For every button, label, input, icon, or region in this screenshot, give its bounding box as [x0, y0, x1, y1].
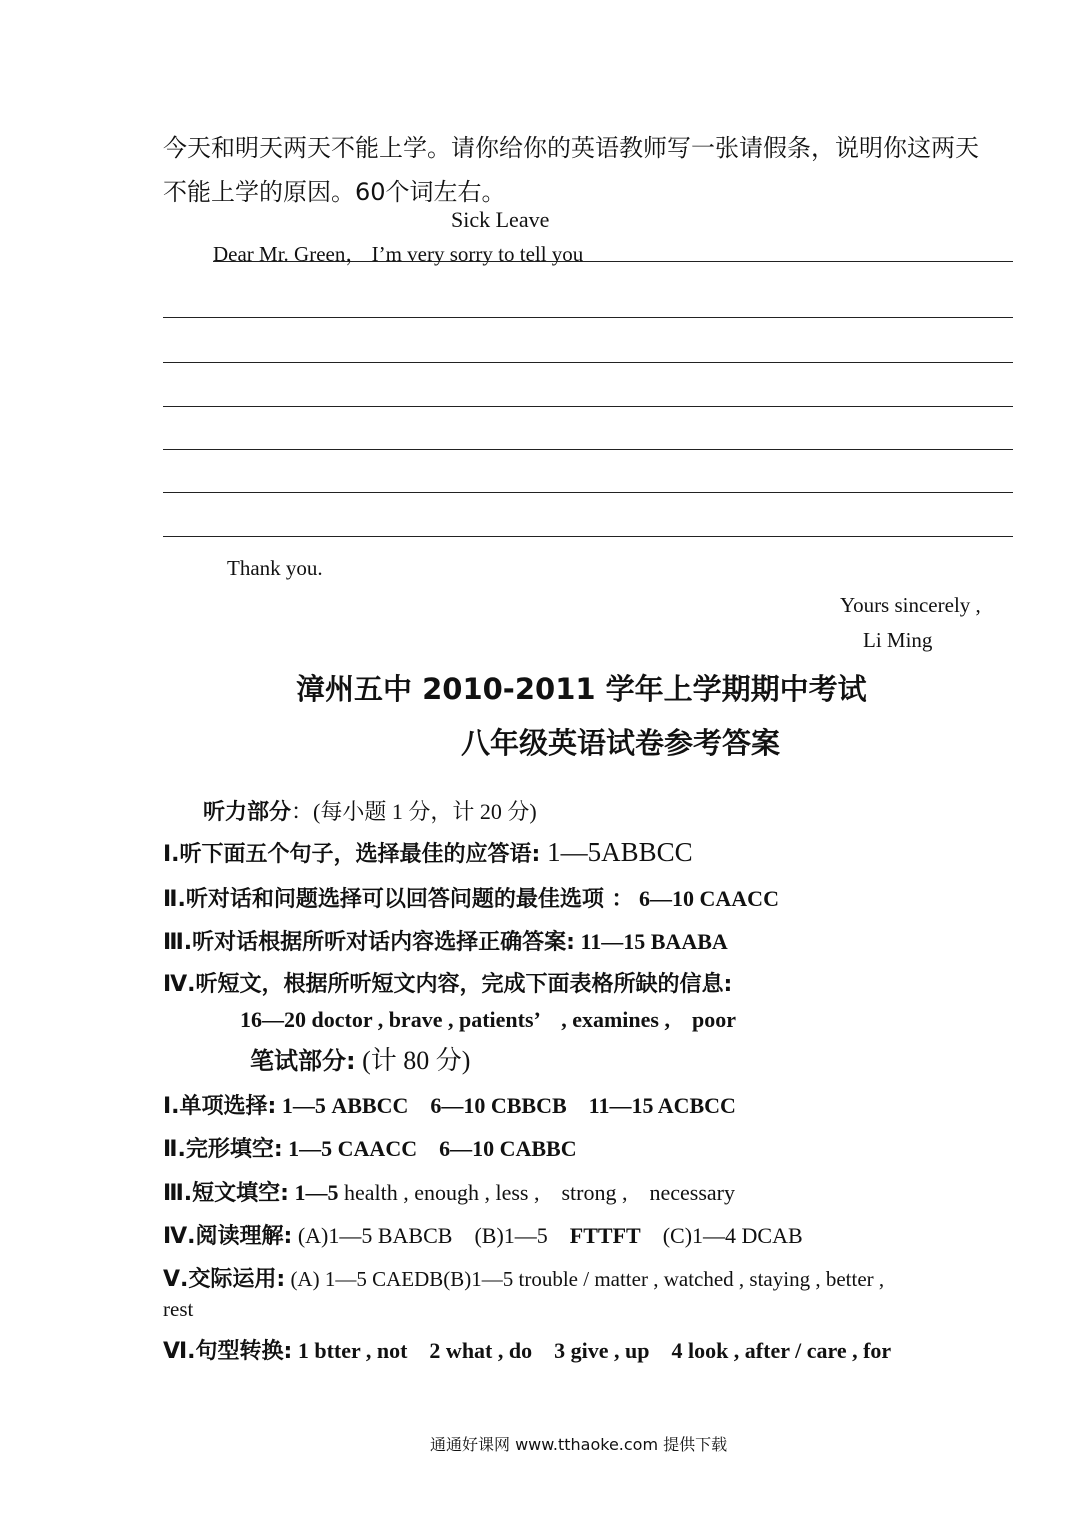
writing-note: (计 80 分)	[355, 1046, 471, 1075]
answer-key-title-1: 漳州五中 2010-2011 学年上学期期中考试	[296, 672, 867, 706]
prompt-line-1: 今天和明天两天不能上学。请你给你的英语教师写一张请假条，说明你这两天	[163, 134, 979, 162]
writing-line-3	[163, 406, 1013, 407]
writing-item-4	[163, 1219, 803, 1250]
writing-line-6	[163, 536, 1013, 537]
item-answer-tail: (C)1—4 DCAB	[640, 1223, 803, 1248]
writing-item-5	[163, 1262, 884, 1293]
item-answer: (A) 1—5 CAEDB(B)1—5 trouble / matter , watched , staying , better ,	[285, 1267, 885, 1291]
item-answer: 6—10 CAACC	[633, 886, 779, 911]
writing-item-5-cont: rest	[163, 1297, 194, 1321]
item-label: Ⅰ.单项选择:	[163, 1094, 277, 1119]
item-answer: (A)1—5 BABCB (B)1—5	[292, 1223, 570, 1248]
item-answer-number: 1—5	[288, 1180, 339, 1205]
letter-signature: Li Ming	[863, 628, 933, 652]
item-label: Ⅲ.听对话根据所听对话内容选择正确答案:	[163, 930, 575, 955]
item-answer: 1—5 ABBCC 6—10 CBBCB 11—15 ACBCC	[276, 1093, 736, 1118]
letter-closing: Thank you.	[227, 556, 323, 580]
listening-item-3	[163, 925, 728, 956]
item-label: Ⅵ.句型转换:	[163, 1339, 293, 1364]
listening-item-4-answer: 16—20 doctor , brave , patients’ , examines , poor	[240, 1007, 736, 1032]
item-label: Ⅳ.阅读理解:	[163, 1224, 293, 1249]
writing-item-1	[163, 1089, 736, 1120]
listening-note: ：(每小题 1 分，计 20 分)	[291, 799, 537, 824]
writing-item-2	[163, 1132, 577, 1163]
letter-opening: Dear Mr. Green， I’m very sorry to tell you	[213, 242, 584, 266]
writing-line-5	[163, 492, 1013, 493]
writing-item-6	[163, 1334, 891, 1365]
item-label: Ⅳ.听短文，根据所听短文内容，完成下面表格所缺的信息:	[163, 972, 733, 997]
item-answer: 11—15 BAABA	[574, 929, 728, 954]
listening-item-2	[163, 882, 779, 913]
letter-signoff: Yours sincerely ,	[840, 593, 981, 617]
item-label: Ⅱ.听对话和问题选择可以回答问题的最佳选项 ：	[163, 887, 634, 912]
item-answer: health , enough , less , strong , necessary	[338, 1180, 735, 1205]
listening-heading: 听力部分	[203, 800, 292, 825]
prompt-line-2: 不能上学的原因。60个词左右。	[163, 178, 506, 206]
writing-line-1	[163, 317, 1013, 318]
listening-item-4	[163, 967, 732, 998]
item-answer: 1—5 CAACC 6—10 CABBC	[282, 1136, 577, 1161]
item-label: Ⅲ.短文填空:	[163, 1181, 289, 1206]
item-answer: 1 btter , not 2 what , do 3 give , up 4 look , after / care , for	[292, 1338, 892, 1363]
writing-item-3	[163, 1176, 735, 1207]
item-answer-bold: FTTFT	[569, 1223, 641, 1248]
opening-rule	[213, 261, 1013, 262]
item-label: Ⅴ.交际运用:	[163, 1267, 286, 1292]
writing-heading-row	[250, 1040, 470, 1077]
listening-item-1	[163, 837, 693, 868]
item-label: Ⅱ.完形填空:	[163, 1137, 283, 1162]
listening-heading-row	[203, 795, 537, 826]
writing-line-2	[163, 362, 1013, 363]
item-answer: 1—5ABBCC	[540, 837, 693, 867]
item-label: Ⅰ.听下面五个句子，选择最佳的应答语:	[163, 842, 541, 867]
letter-title: Sick Leave	[451, 207, 550, 232]
writing-heading: 笔试部分:	[250, 1047, 356, 1075]
writing-line-4	[163, 449, 1013, 450]
page-footer: 通通好课网 www.tthaoke.com 提供下载	[430, 1435, 728, 1454]
answer-key-title-2: 八年级英语试卷参考答案	[461, 726, 781, 760]
